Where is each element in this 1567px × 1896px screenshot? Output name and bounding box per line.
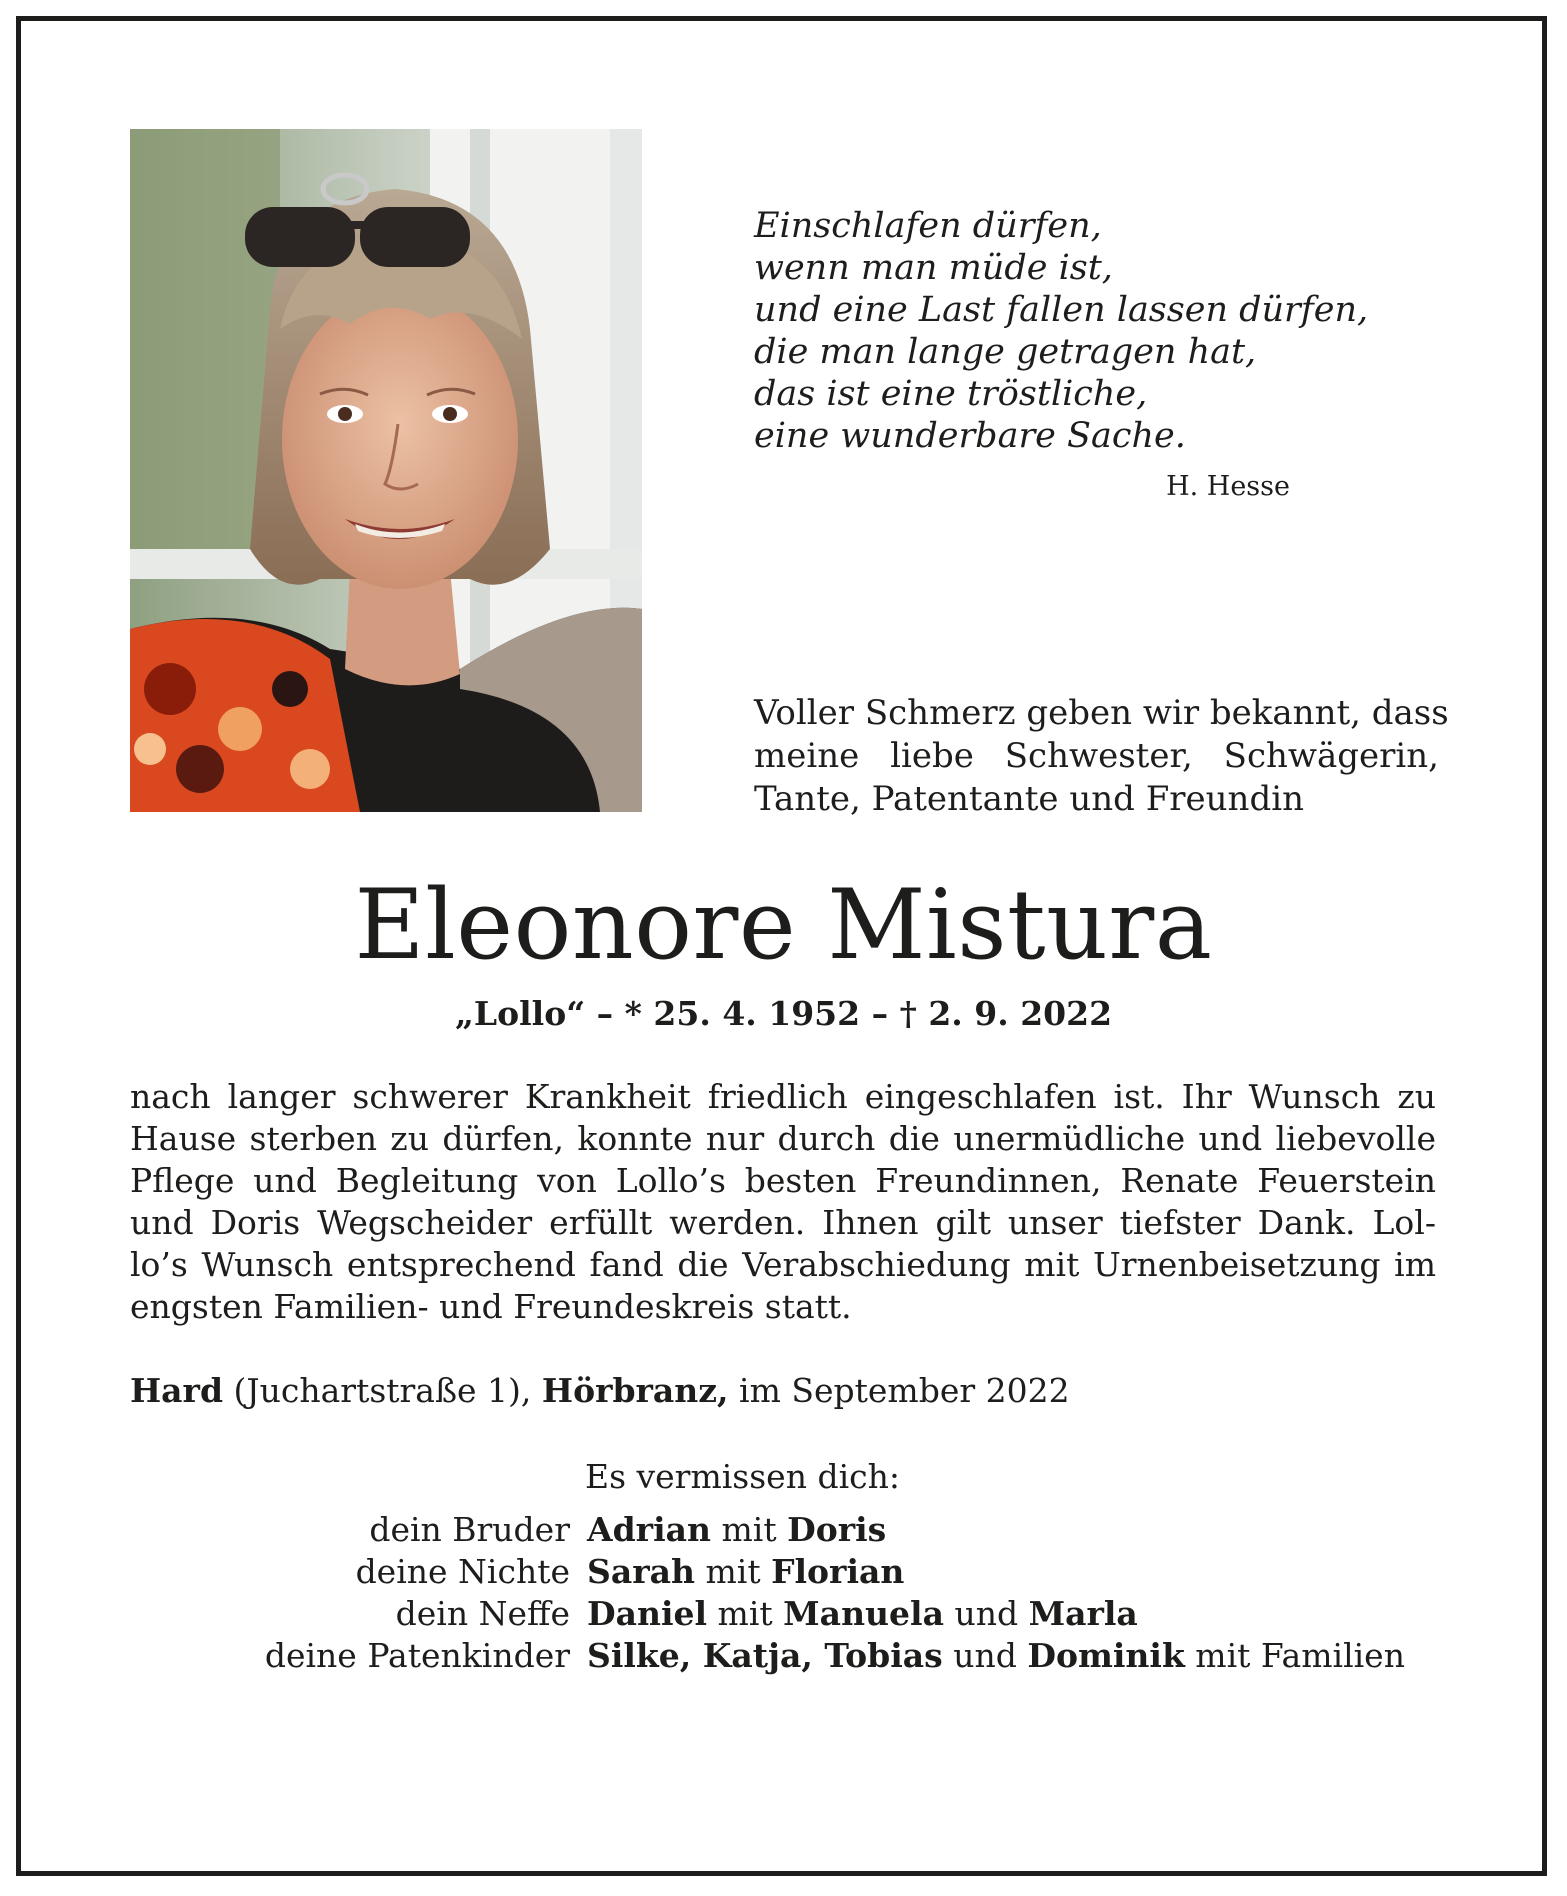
date-text: im September 2022 xyxy=(728,1371,1070,1410)
mourner-row xyxy=(130,1551,1405,1593)
poem-line: und eine Last fallen lassen dürfen, xyxy=(754,290,1369,330)
poem-line: wenn man müde ist, xyxy=(754,248,1113,288)
relative-name: Florian xyxy=(771,1552,905,1591)
life-dates: „Lollo“ – * 25. 4. 1952 – † 2. 9. 2022 xyxy=(454,994,1113,1033)
relative-name: Dominik xyxy=(1027,1636,1185,1675)
body-line: lo’s Wunsch entsprechend fand die Verabschiedung mit Urnenbeisetzung im xyxy=(130,1245,1436,1284)
relative-name: Daniel xyxy=(587,1594,708,1633)
town-hoerbranz: Hörbranz, xyxy=(541,1371,729,1410)
place-and-date xyxy=(130,1370,1436,1412)
town-hard: Hard xyxy=(130,1371,224,1410)
relative-names xyxy=(587,1635,1405,1677)
deceased-name: Eleonore Mistura xyxy=(354,869,1213,981)
portrait-photo xyxy=(130,129,642,812)
poem xyxy=(754,205,1369,457)
mourner-row xyxy=(130,1635,1405,1677)
relation-label: dein Neffe xyxy=(395,1594,570,1633)
poem-author: H. Hesse xyxy=(1166,471,1290,502)
relative-names xyxy=(587,1551,904,1593)
relative-name: Doris xyxy=(787,1510,887,1549)
intro-line: Tante, Patentante und Freundin xyxy=(754,779,1304,819)
body-text xyxy=(130,1076,1436,1328)
relative-name: Adrian xyxy=(587,1510,711,1549)
relative-name: Marla xyxy=(1028,1594,1138,1633)
address: (Juchartstraße 1), xyxy=(223,1371,542,1410)
poem-line: das ist eine tröstliche, xyxy=(754,374,1148,414)
relation-label: dein Bruder xyxy=(369,1510,570,1549)
connector-text: mit xyxy=(707,1594,784,1633)
mourners-list xyxy=(130,1509,1405,1677)
poem-line: die man lange getragen hat, xyxy=(754,332,1257,372)
connector-text: mit xyxy=(694,1552,772,1591)
relative-name: Manuela xyxy=(783,1594,944,1633)
mourner-row xyxy=(130,1509,1405,1551)
intro-line: meine liebe Schwester, Schwägerin, xyxy=(754,736,1439,776)
connector-text: mit xyxy=(710,1510,788,1549)
connector-text: mit Familien xyxy=(1184,1636,1405,1675)
body-line: engsten Familien- und Freundeskreis statt. xyxy=(130,1287,852,1326)
body-line: Hause sterben zu dürfen, konnte nur durch die unermüdliche und liebevolle xyxy=(130,1119,1436,1158)
relative-names xyxy=(587,1509,886,1551)
relative-name: Sarah xyxy=(587,1552,695,1591)
connector-text: und xyxy=(943,1594,1029,1633)
relation-label: deine Patenkinder xyxy=(264,1636,570,1675)
mourners-heading: Es vermissen dich: xyxy=(585,1457,900,1496)
relative-names xyxy=(587,1593,1138,1635)
body-line: nach langer schwerer Krankheit friedlich eingeschlafen ist. Ihr Wunsch zu xyxy=(130,1077,1436,1116)
intro-line: Voller Schmerz geben wir bekannt, dass xyxy=(754,693,1449,733)
body-line: Pflege und Begleitung von Lollo’s besten Freundinnen, Renate Feuerstein xyxy=(130,1161,1436,1200)
poem-line: eine wunderbare Sache. xyxy=(754,416,1186,456)
relation-label: deine Nichte xyxy=(355,1552,570,1591)
relative-name: Silke, Katja, Tobias xyxy=(587,1636,943,1675)
connector-text: und xyxy=(942,1636,1028,1675)
announcement-intro xyxy=(754,692,1449,821)
body-line: und Doris Wegscheider erfüllt werden. Ihnen gilt unser tiefster Dank. Lol- xyxy=(130,1203,1436,1242)
poem-line: Einschlafen dürfen, xyxy=(754,206,1102,246)
mourner-row xyxy=(130,1593,1405,1635)
